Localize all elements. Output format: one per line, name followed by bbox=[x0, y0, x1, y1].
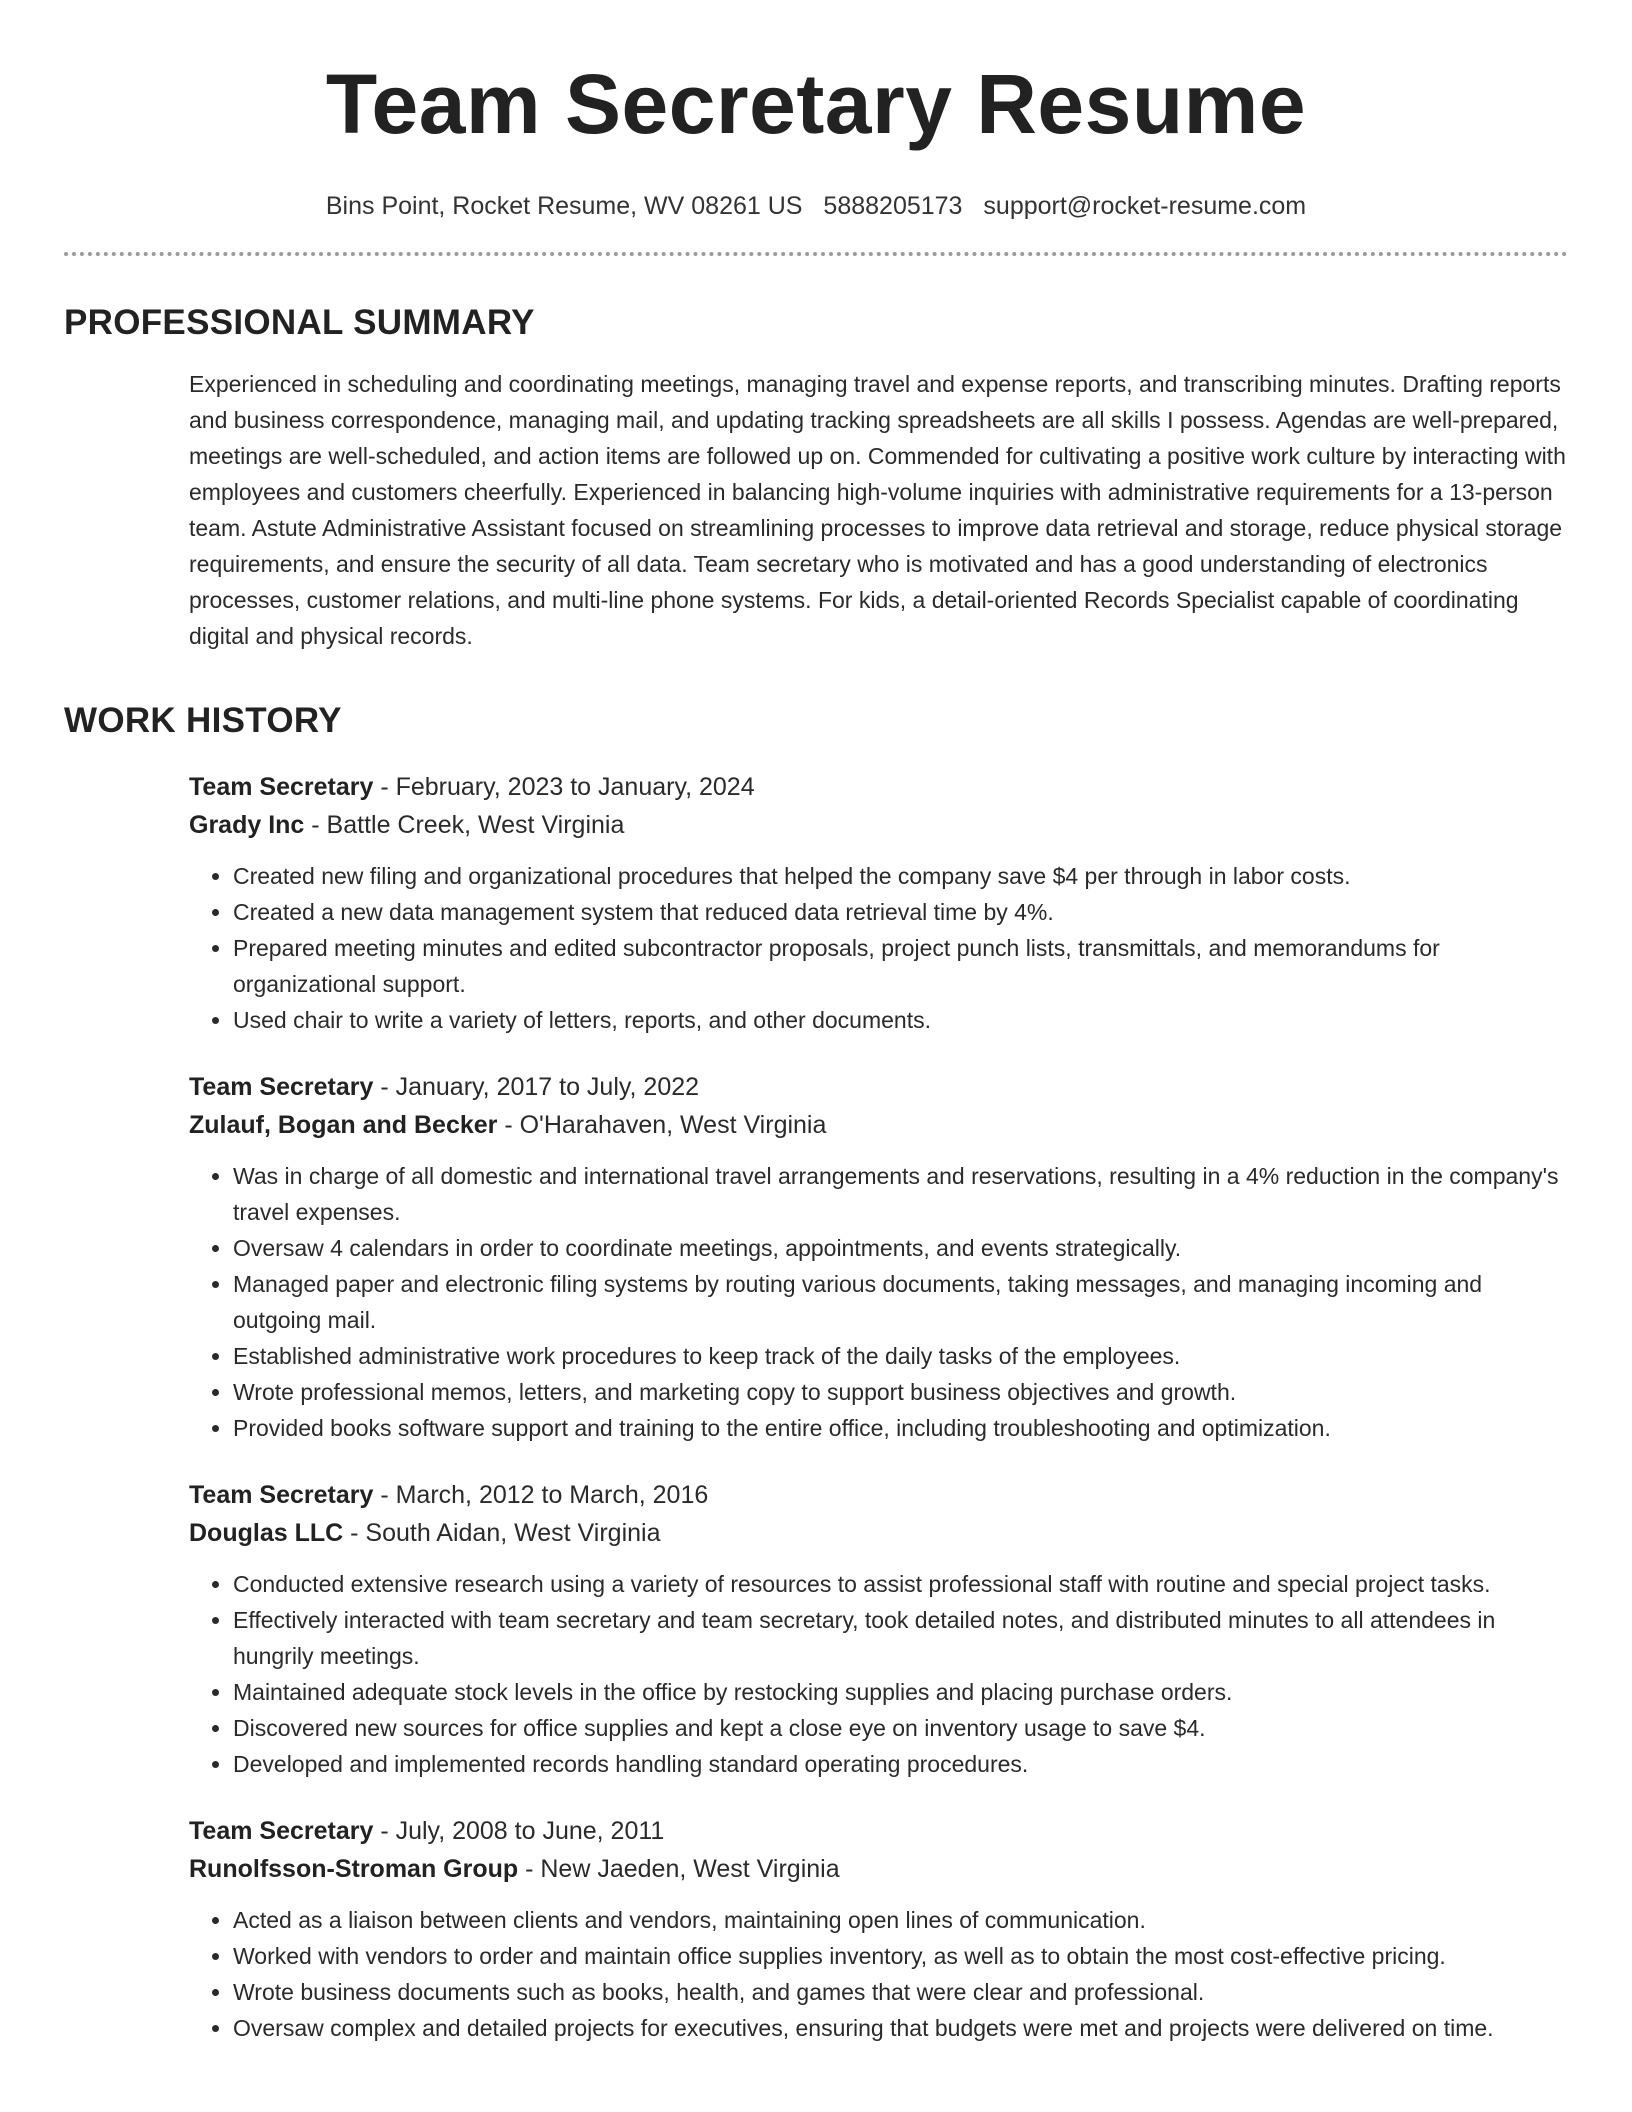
job-location: - New Jaeden, West Virginia bbox=[518, 1855, 840, 1883]
job-dates: - March, 2012 to March, 2016 bbox=[373, 1481, 709, 1509]
job-dates: - January, 2017 to July, 2022 bbox=[373, 1073, 700, 1101]
job-entry bbox=[189, 1068, 1568, 1446]
contact-email: support@rocket-resume.com bbox=[983, 192, 1307, 220]
job-title-line bbox=[189, 1068, 1568, 1106]
job-title: Team Secretary bbox=[189, 773, 374, 801]
job-bullet: • Created a new data management system that reduced data retrieval time by 4%. bbox=[233, 894, 1568, 930]
job-title-line bbox=[189, 1812, 1568, 1850]
job-bullet: • Conducted extensive research using a variety of resources to assist professional staff with routine and special project tasks. bbox=[233, 1566, 1568, 1602]
job-company: Zulauf, Bogan and Becker bbox=[189, 1111, 498, 1139]
job-bullet: • Discovered new sources for office supplies and kept a close eye on inventory usage to save $4. bbox=[233, 1710, 1568, 1746]
summary-text: Experienced in scheduling and coordinating meetings, managing travel and expense reports, and transcribing minutes. Drafting reports and business correspondence, managing mail, and updating tracking spreadsheets are all skills I possess. Agendas are well-prepared, meetings are well-scheduled, and action items are followed up on. Commended for cultivating a positive work culture by interacting with employees and customers cheerfully. Experienced in balancing high-volume inquiries with administrative requirements for a 13-person team. Astute Administrative Assistant focused on streamlining processes to improve data retrieval and storage, reduce physical storage requirements, and ensure the security of all data. Team secretary who is motivated and has a good understanding of electronics processes, customer relations, and multi-line phone systems. For kids, a detail-oriented Records Specialist capable of coordinating digital and physical records. bbox=[189, 371, 1566, 649]
job-company-line bbox=[189, 1106, 1568, 1144]
job-bullet: • Wrote professional memos, letters, and marketing copy to support business objectives and growth. bbox=[233, 1374, 1568, 1410]
job-bullet: • Used chair to write a variety of letters, reports, and other documents. bbox=[233, 1002, 1568, 1038]
job-bullets bbox=[189, 1902, 1568, 2046]
job-bullet: • Created new filing and organizational procedures that helped the company save $4 per through in labor costs. bbox=[233, 858, 1568, 894]
header-divider bbox=[64, 252, 1568, 256]
job-bullet: • Wrote business documents such as books, health, and games that were clear and professional. bbox=[233, 1974, 1568, 2010]
job-company-line bbox=[189, 806, 1568, 844]
job-company: Runolfsson-Stroman Group bbox=[189, 1855, 519, 1883]
job-location: - O'Harahaven, West Virginia bbox=[497, 1111, 827, 1139]
job-entry bbox=[189, 1812, 1568, 2046]
job-bullets bbox=[189, 1158, 1568, 1446]
job-bullet: • Acted as a liaison between clients and vendors, maintaining open lines of communication. bbox=[233, 1902, 1568, 1938]
job-title: Team Secretary bbox=[189, 1073, 374, 1101]
job-location: - Battle Creek, West Virginia bbox=[304, 811, 625, 839]
job-company-line bbox=[189, 1850, 1568, 1888]
contact-phone: 5888205173 bbox=[823, 192, 963, 220]
summary-section bbox=[189, 366, 1568, 654]
job-dates: - July, 2008 to June, 2011 bbox=[373, 1817, 665, 1845]
job-bullets bbox=[189, 858, 1568, 1038]
work-history-heading: WORK HISTORY bbox=[64, 701, 342, 740]
job-title: Team Secretary bbox=[189, 1481, 374, 1509]
job-bullet: • Maintained adequate stock levels in the office by restocking supplies and placing purchase orders. bbox=[233, 1674, 1568, 1710]
job-company: Grady Inc bbox=[189, 811, 305, 839]
job-bullet: • Developed and implemented records handling standard operating procedures. bbox=[233, 1746, 1568, 1782]
summary-heading: PROFESSIONAL SUMMARY bbox=[64, 303, 535, 342]
contact-line bbox=[64, 190, 1568, 222]
job-title-line bbox=[189, 768, 1568, 806]
job-company: Douglas LLC bbox=[189, 1519, 344, 1547]
job-title: Team Secretary bbox=[189, 1817, 374, 1845]
job-bullet: • Effectively interacted with team secretary and team secretary, took detailed notes, and distributed minutes to all attendees in hungrily meetings. bbox=[233, 1602, 1568, 1674]
job-bullet: • Worked with vendors to order and maintain office supplies inventory, as well as to obtain the most cost-effective pricing. bbox=[233, 1938, 1568, 1974]
job-title-line bbox=[189, 1476, 1568, 1514]
job-entry bbox=[189, 1476, 1568, 1782]
job-bullet: • Oversaw 4 calendars in order to coordinate meetings, appointments, and events strategically. bbox=[233, 1230, 1568, 1266]
resume-title: Team Secretary Resume bbox=[325, 57, 1307, 151]
job-entry bbox=[189, 768, 1568, 1038]
job-bullet: • Prepared meeting minutes and edited subcontractor proposals, project punch lists, transmittals, and memorandums for organizational support. bbox=[233, 930, 1568, 1002]
job-dates: - February, 2023 to January, 2024 bbox=[373, 773, 755, 801]
job-location: - South Aidan, West Virginia bbox=[343, 1519, 661, 1547]
job-company-line bbox=[189, 1514, 1568, 1552]
job-bullet: • Provided books software support and training to the entire office, including troubleshooting and optimization. bbox=[233, 1410, 1568, 1446]
job-bullet: • Was in charge of all domestic and international travel arrangements and reservations, resulting in a 4% reduction in the company's travel expenses. bbox=[233, 1158, 1568, 1230]
job-bullets bbox=[189, 1566, 1568, 1782]
job-bullet: • Oversaw complex and detailed projects for executives, ensuring that budgets were met and projects were delivered on time. bbox=[233, 2010, 1568, 2046]
contact-address: Bins Point, Rocket Resume, WV 08261 US bbox=[325, 192, 803, 220]
job-bullet: • Managed paper and electronic filing systems by routing various documents, taking messages, and managing incoming and outgoing mail. bbox=[233, 1266, 1568, 1338]
job-bullet: • Established administrative work procedures to keep track of the daily tasks of the employees. bbox=[233, 1338, 1568, 1374]
work-history-section bbox=[189, 768, 1568, 2046]
